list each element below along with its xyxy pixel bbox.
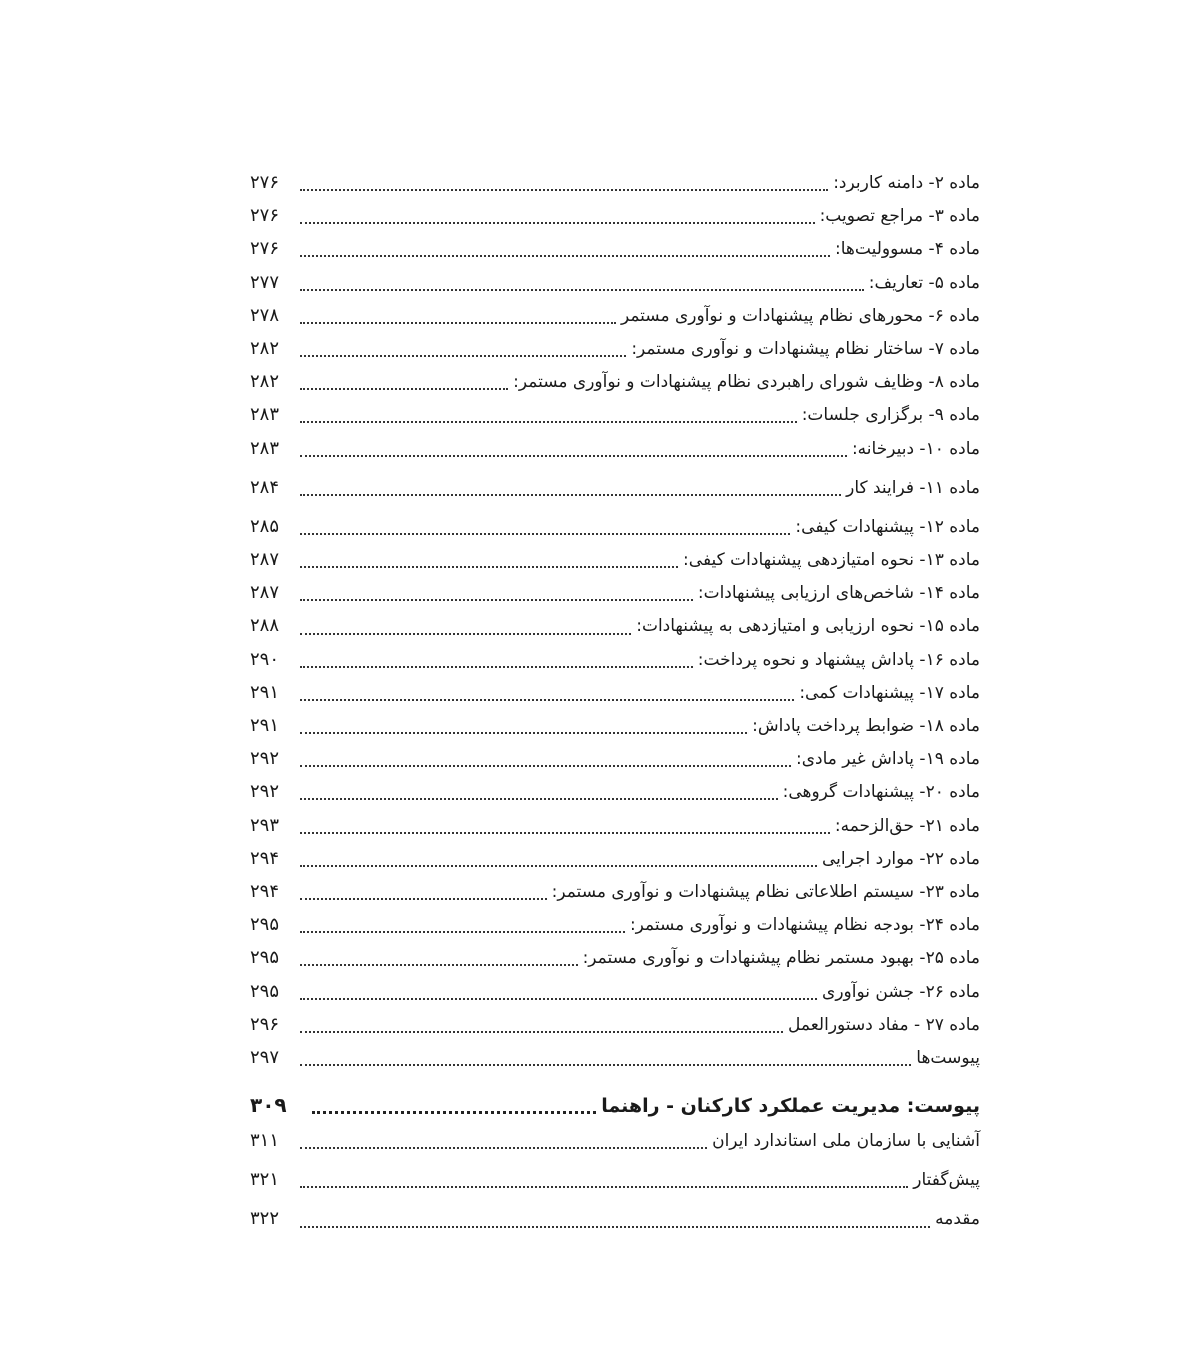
toc-entry[interactable]	[250, 775, 980, 808]
toc-entry-title: ماده ۶- محورهای نظام پیشنهادات و نوآوری مستمر	[620, 305, 980, 326]
toc-entry-page: ۲۸۷	[250, 582, 280, 604]
toc-entry-page: ۲۹۱	[250, 681, 280, 703]
toc-entry-page: ۲۹۲	[250, 781, 280, 803]
dot-leader	[300, 188, 828, 191]
toc-entry-page: ۲۹۱	[250, 715, 280, 736]
toc-entry-page: ۲۸۸	[250, 615, 280, 637]
toc-entry-title: ماده ۱۳- نحوه امتیازدهی پیشنهادات کیفی:	[683, 550, 980, 571]
toc-entry-title: ماده ۱۵- نحوه ارزیابی و امتیازدهی به پیشنهادات:	[636, 616, 980, 637]
dot-leader	[300, 254, 830, 257]
table-of-contents	[250, 166, 980, 1236]
dot-leader	[300, 420, 797, 423]
toc-section-heading[interactable]	[250, 1086, 980, 1124]
toc-entry-title: ماده ۱۲- پیشنهادات کیفی:	[795, 516, 980, 537]
dot-leader	[300, 897, 547, 900]
toc-entry[interactable]	[250, 676, 980, 709]
toc-entry[interactable]	[250, 365, 980, 398]
dot-leader	[300, 387, 508, 390]
toc-entry-page: ۲۸۷	[250, 549, 280, 571]
toc-entry-page: ۲۸۲	[250, 371, 280, 393]
toc-entry[interactable]	[250, 266, 980, 299]
toc-entry-title: ماده ۲۰- پیشنهادات گروهی:	[782, 782, 980, 803]
toc-entry[interactable]	[250, 299, 980, 332]
toc-entry-page: ۲۹۲	[250, 748, 280, 770]
dot-leader	[300, 321, 616, 324]
dot-leader	[300, 1030, 783, 1033]
toc-entry-title: پیوست‌ها	[916, 1047, 980, 1068]
toc-entry-title: ماده ۲۲- موارد اجرایی	[821, 848, 980, 869]
toc-entry-title: ماده ۴- مسوولیت‌ها:	[835, 239, 980, 260]
toc-entry-page: ۲۸۲	[250, 337, 280, 359]
toc-entry[interactable]	[250, 1163, 980, 1196]
toc-entry-page: ۲۹۵	[250, 980, 280, 1002]
toc-entry[interactable]	[250, 941, 980, 974]
dot-leader	[300, 930, 625, 933]
toc-entry-page: ۲۹۴	[250, 880, 280, 902]
toc-entry[interactable]	[250, 471, 980, 504]
toc-entry-page: ۲۷۶	[250, 238, 280, 260]
toc-entry-page: ۲۸۴	[250, 476, 280, 498]
dot-leader	[312, 1110, 596, 1114]
toc-entry-page: ۲۹۵	[250, 914, 280, 936]
toc-entry-page: ۲۸۳	[250, 404, 280, 426]
toc-entry-page: ۲۸۵	[250, 515, 280, 537]
toc-entry-page: ۲۹۷	[250, 1046, 280, 1068]
dot-leader	[300, 864, 817, 867]
toc-entry[interactable]	[250, 908, 980, 941]
toc-entry-page: ۲۹۴	[250, 847, 280, 869]
dot-leader	[300, 493, 841, 496]
toc-entry[interactable]	[250, 1124, 980, 1157]
toc-entry[interactable]	[250, 543, 980, 576]
toc-entry-page: ۳۱۱	[250, 1130, 280, 1152]
toc-entry[interactable]	[250, 875, 980, 908]
toc-entry[interactable]	[250, 232, 980, 265]
toc-entry-title: ماده ۲- دامنه کاربرد:	[833, 173, 980, 193]
dot-leader	[300, 731, 747, 734]
toc-entry[interactable]	[250, 576, 980, 609]
toc-entry-page: ۲۹۵	[250, 947, 280, 969]
toc-entry-title: ماده ۱۶- پاداش پیشنهاد و نحوه پرداخت:	[697, 649, 980, 670]
toc-entry-title: ماده ۱۱- فرایند کار	[846, 477, 980, 498]
toc-entry-title: ماده ۲۵- بهبود مستمر نظام پیشنهادات و نوآوری مستمر:	[582, 948, 980, 969]
toc-entry-page: ۲۷۶	[250, 205, 280, 227]
toc-section-page: ۳۰۹	[250, 1093, 287, 1118]
toc-entry[interactable]	[250, 742, 980, 775]
dot-leader	[300, 764, 791, 767]
toc-entry-title: ماده ۲۶- جشن نوآوری	[822, 981, 980, 1002]
toc-entry-title: ماده ۸- وظایف شورای راهبردی نظام پیشنهادات و نوآوری مستمر:	[513, 372, 980, 393]
toc-entry-title: ماده ۳- مراجع تصویب:	[819, 206, 980, 227]
dot-leader	[300, 831, 830, 834]
dot-leader	[300, 632, 631, 635]
toc-entry-title: آشنایی با سازمان ملی استاندارد ایران	[712, 1131, 980, 1152]
toc-entry-page: ۳۲۲	[250, 1208, 280, 1230]
toc-entry-title: ماده ۷- ساختار نظام پیشنهادات و نوآوری مستمر:	[631, 338, 980, 359]
toc-entry-title: ماده ۱۹- پاداش غیر مادی:	[795, 749, 980, 770]
dot-leader	[300, 797, 778, 800]
toc-entry[interactable]	[250, 643, 980, 676]
dot-leader	[300, 1225, 930, 1228]
toc-entry[interactable]	[250, 1202, 980, 1235]
toc-entry-title: ماده ۱۸- ضوابط پرداخت پاداش:	[752, 716, 980, 736]
toc-entry-page: ۳۲۱	[250, 1169, 280, 1191]
dot-leader	[300, 1185, 908, 1188]
toc-entry-title: ماده ۱۷- پیشنهادات کمی:	[799, 682, 980, 703]
toc-section-title: پیوست: مدیریت عملکرد کارکنان - راهنما	[601, 1095, 980, 1118]
toc-entry[interactable]	[250, 510, 980, 543]
toc-entry-page: ۲۸۳	[250, 437, 280, 459]
dot-leader	[300, 1146, 707, 1149]
toc-entry[interactable]	[250, 809, 980, 842]
toc-entry-page: ۲۹۰	[250, 648, 280, 670]
toc-entry-title: ماده ۲۷ - مفاد دستورالعمل	[788, 1014, 980, 1035]
toc-entry-title: مقدمه	[935, 1209, 980, 1230]
toc-entry[interactable]	[250, 432, 980, 465]
toc-entry[interactable]	[250, 332, 980, 365]
toc-entry-page: ۲۷۸	[250, 304, 280, 326]
dot-leader	[300, 1063, 911, 1066]
toc-entry-title: ماده ۲۳- سیستم اطلاعاتی نظام پیشنهادات و نوآوری مستمر:	[551, 881, 980, 902]
dot-leader	[300, 221, 815, 224]
toc-entry-title: ماده ۹- برگزاری جلسات:	[801, 405, 980, 426]
toc-entry[interactable]	[250, 842, 980, 875]
toc-entry-title: ماده ۱۰- دبیرخانه:	[851, 438, 980, 459]
dot-leader	[300, 454, 847, 457]
toc-entry-page: ۲۹۶	[250, 1013, 280, 1035]
toc-entry[interactable]	[250, 709, 980, 742]
toc-entry-title: ماده ۵- تعاریف:	[868, 272, 980, 293]
toc-entry[interactable]	[250, 166, 980, 199]
dot-leader	[300, 665, 693, 668]
toc-entry[interactable]	[250, 398, 980, 431]
dot-leader	[300, 997, 817, 1000]
dot-leader	[300, 963, 578, 966]
toc-entry[interactable]	[250, 1041, 980, 1074]
toc-entry-page: ۲۷۷	[250, 271, 280, 293]
toc-entry-title: پیش‌گفتار	[913, 1170, 980, 1191]
dot-leader	[300, 565, 678, 568]
toc-entry-title: ماده ۱۴- شاخص‌های ارزیابی پیشنهادات:	[697, 583, 980, 604]
toc-entry[interactable]	[250, 199, 980, 232]
dot-leader	[300, 354, 626, 357]
dot-leader	[300, 598, 693, 601]
toc-entry[interactable]	[250, 609, 980, 642]
toc-entry-page: ۲۷۶	[250, 172, 280, 193]
dot-leader	[300, 698, 794, 701]
toc-entry-page: ۲۹۳	[250, 814, 280, 836]
toc-entry[interactable]	[250, 1008, 980, 1041]
dot-leader	[300, 532, 790, 535]
toc-entry-title: ماده ۲۴- بودجه نظام پیشنهادات و نوآوری مستمر:	[629, 915, 980, 936]
dot-leader	[300, 288, 864, 291]
toc-entry[interactable]	[250, 975, 980, 1008]
toc-entry-title: ماده ۲۱- حق‌الزحمه:	[834, 815, 980, 836]
